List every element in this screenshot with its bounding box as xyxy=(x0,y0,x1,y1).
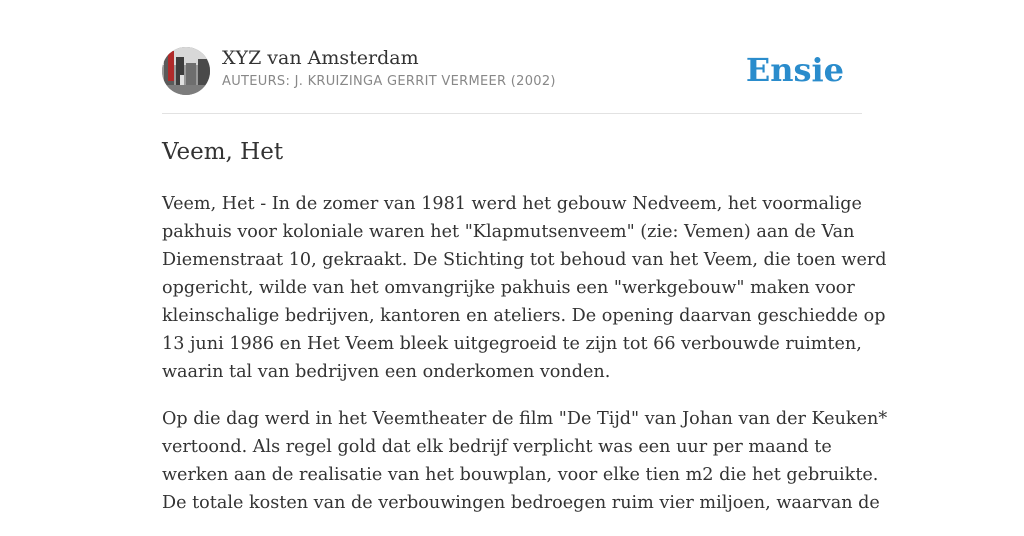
entry-title: Veem, Het xyxy=(162,139,284,165)
ensie-logo[interactable]: Ensie xyxy=(745,51,844,89)
paragraph xyxy=(162,190,887,386)
text-line: werken aan de realisatie van het bouwplan, voor elke tien m2 die het gebruikte. xyxy=(162,465,879,485)
text-line: waarin tal van bedrijven een onderkomen vonden. xyxy=(162,362,611,382)
text-line: 13 juni 1986 en Het Veem bleek uitgegroeid te zijn tot 66 verbouwde ruimten, xyxy=(162,334,862,354)
header xyxy=(162,46,862,96)
book-title[interactable]: XYZ van Amsterdam xyxy=(222,47,419,69)
book-cover-photo-icon[interactable] xyxy=(162,47,210,95)
text-line: opgericht, wilde van het omvangrijke pakhuis een "werkgebouw" maken voor xyxy=(162,278,855,298)
header-divider xyxy=(162,113,862,114)
text-line: De totale kosten van de verbouwingen bedroegen ruim vier miljoen, waarvan de xyxy=(162,493,880,513)
text-line: kleinschalige bedrijven, kantoren en ateliers. De opening daarvan geschiedde op xyxy=(162,306,886,326)
paragraph xyxy=(162,405,888,517)
text-line: Veem, Het - In de zomer van 1981 werd het gebouw Nedveem, het voormalige xyxy=(162,194,862,214)
authors-line: AUTEURS: J. KRUIZINGA GERRIT VERMEER (2002) xyxy=(222,74,556,89)
text-line: vertoond. Als regel gold dat elk bedrijf verplicht was een uur per maand te xyxy=(162,437,832,457)
text-line: pakhuis voor koloniale waren het "Klapmutsenveem" (zie: Vemen) aan de Van xyxy=(162,222,855,242)
text-line: Op die dag werd in het Veemtheater de film "De Tijd" van Johan van der Keuken* xyxy=(162,409,888,429)
text-line: Diemenstraat 10, gekraakt. De Stichting tot behoud van het Veem, die toen werd xyxy=(162,250,887,270)
entry-content xyxy=(162,190,888,536)
